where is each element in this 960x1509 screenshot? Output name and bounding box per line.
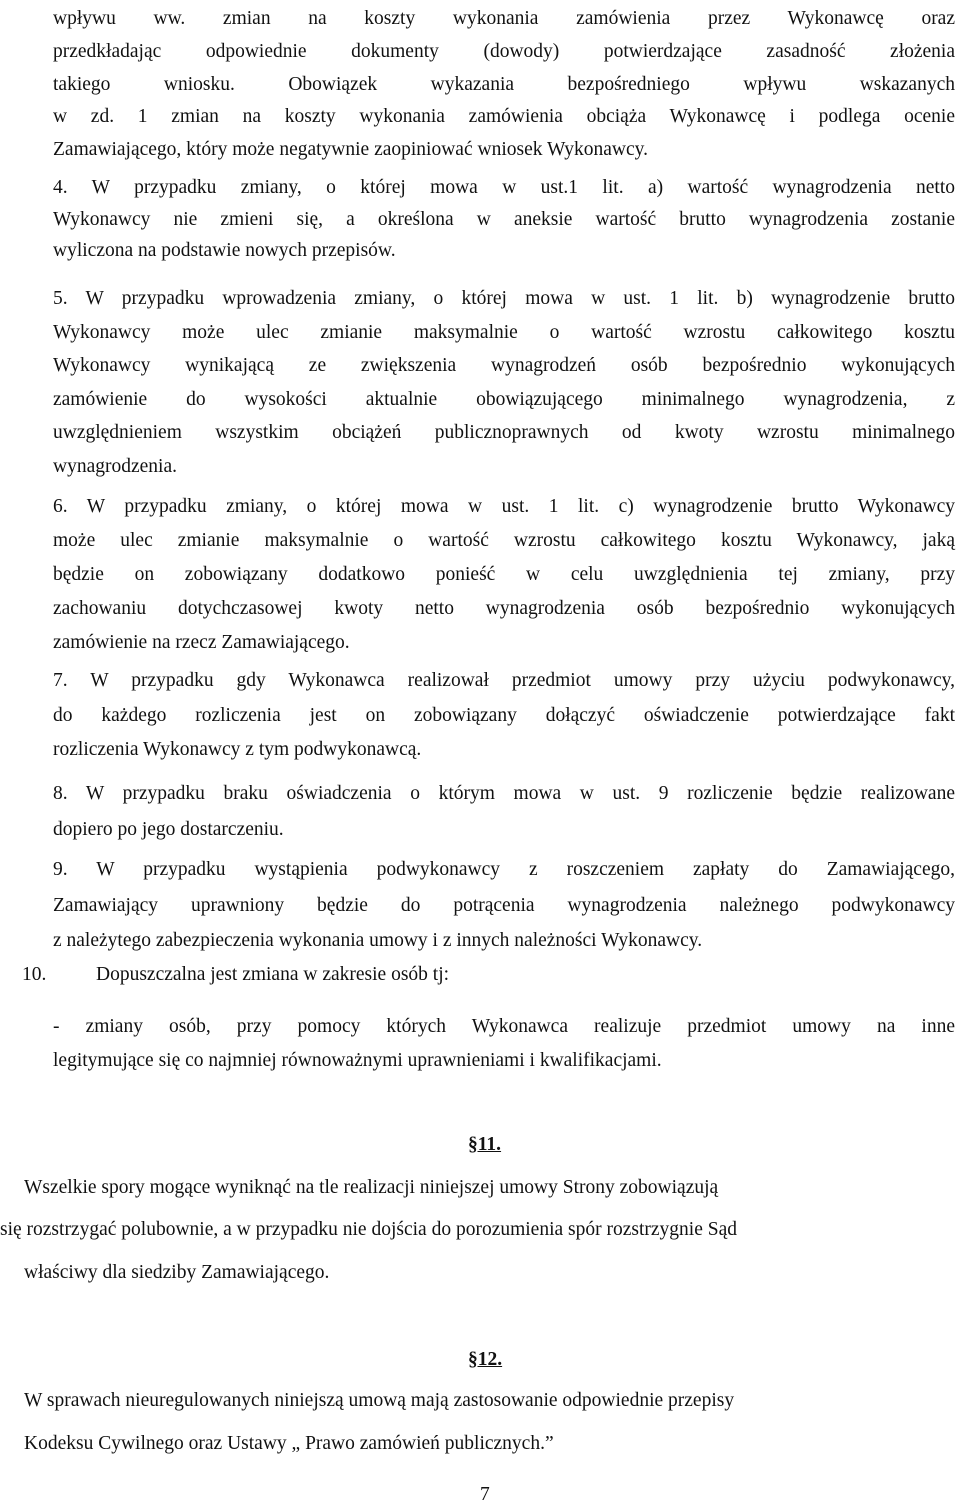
intro-line: takiego wniosku. Obowiązek wykazania bezpośredniego wpływu wskazanych <box>53 73 955 95</box>
list-item-4 <box>53 172 955 267</box>
item-line: z należytego zabezpieczenia wykonania umowy i z innych należności Wykonawcy. <box>53 930 703 951</box>
item-line: 6. W przypadku zmiany, o której mowa w ust. 1 lit. c) wynagrodzenie brutto Wykonawcy <box>53 496 955 517</box>
list-item-10-heading: Dopuszczalna jest zmiana w zakresie osób tj: <box>96 964 450 985</box>
item-line: Wykonawcy nie zmieni się, a określona w aneksie wartość brutto wynagrodzenia zostanie <box>53 208 955 230</box>
section-11-title: §11. <box>468 1134 502 1155</box>
list-item-5 <box>53 282 955 484</box>
item-line: 4. W przypadku zmiany, o której mowa w ust.1 lit. a) wartość wynagrodzenia netto <box>53 177 955 198</box>
section-11-line: się rozstrzygać polubownie, a w przypadku nie dojścia do porozumienia spór rozstrzygnie Sąd <box>0 1219 737 1240</box>
item-line: Zamawiający uprawniony będzie do potrącenia wynagrodzenia należnego podwykonawcy <box>53 894 955 916</box>
item-line: zachowaniu dotychczasowej kwoty netto wynagrodzenia osób bezpośrednio wykonujących <box>53 598 955 619</box>
item-line: rozliczenia Wykonawcy z tym podwykonawcą. <box>53 739 422 760</box>
item-line: będzie on zobowiązany dodatkowo ponieść w celu uwzględnienia tej zmiany, przy <box>53 564 955 585</box>
item-line: legitymujące się co najmniej równoważnymi uprawnieniami i kwalifikacjami. <box>53 1050 662 1071</box>
item-line: 5. W przypadku wprowadzenia zmiany, o której mowa w ust. 1 lit. b) wynagrodzenie brutto <box>53 288 955 309</box>
item-line: wyliczona na podstawie nowych przepisów. <box>53 240 396 261</box>
section-12-title: §12. <box>468 1349 503 1370</box>
item-line: Wykonawcy może ulec zmianie maksymalnie o wartość wzrostu całkowitego kosztu <box>53 321 955 343</box>
item-line: do każdego rozliczenia jest on zobowiązany dołączyć oświadczenie potwierdzające fakt <box>53 704 955 726</box>
section-12-line: Kodeksu Cywilnego oraz Ustawy „ Prawo zamówień publicznych.” <box>24 1433 554 1454</box>
item-line: Wykonawcy wynikającą ze zwiększenia wynagrodzeń osób bezpośrednio wykonujących <box>53 355 955 377</box>
item-line: 8. W przypadku braku oświadczenia o którym mowa w ust. 9 rozliczenie będzie realizowane <box>53 783 955 804</box>
list-item-7 <box>53 664 955 768</box>
list-item-10-number: 10. <box>22 964 47 985</box>
intro-paragraph <box>53 3 955 167</box>
section-11-line: właściwy dla siedziby Zamawiającego. <box>24 1262 330 1283</box>
intro-line: wpływu ww. zmian na koszty wykonania zamówienia przez Wykonawcę oraz <box>53 8 955 29</box>
item-line: zamówienie do wysokości aktualnie obowiązującego minimalnego wynagrodzenia, z <box>53 388 955 410</box>
intro-line: przedkładając odpowiednie dokumenty (dowody) potwierdzające zasadność złożenia <box>53 40 955 62</box>
list-item-8 <box>53 776 955 848</box>
item-line: zamówienie na rzecz Zamawiającego. <box>53 632 350 653</box>
list-item-10-body <box>53 1010 955 1078</box>
list-item-6 <box>53 490 955 660</box>
item-line: dopiero po jego dostarczeniu. <box>53 819 284 840</box>
item-line: może ulec zmianie maksymalnie o wartość wzrostu całkowitego kosztu Wykonawcy, jaką <box>53 530 955 551</box>
item-line: 7. W przypadku gdy Wykonawca realizował przedmiot umowy przy użyciu podwykonawcy, <box>53 670 955 691</box>
section-11-line: Wszelkie spory mogące wyniknąć na tle realizacji niniejszej umowy Strony zobowiązują <box>24 1177 719 1198</box>
intro-line: w zd. 1 zmian na koszty wykonania zamówienia obciąża Wykonawcę i podlega ocenie <box>53 106 955 128</box>
page-number: 7 <box>480 1484 490 1505</box>
item-line: wynagrodzenia. <box>53 455 177 477</box>
list-item-9 <box>53 852 955 959</box>
section-12-line: W sprawach nieuregulowanych niniejszą umową mają zastosowanie odpowiednie przepisy <box>24 1390 735 1411</box>
item-line: - zmiany osób, przy pomocy których Wykonawca realizuje przedmiot umowy na inne <box>53 1016 955 1037</box>
item-line: 9. W przypadku wystąpienia podwykonawcy z roszczeniem zapłaty do Zamawiającego, <box>53 859 955 880</box>
item-line: uwzględnieniem wszystkim obciążeń publicznoprawnych od kwoty wzrostu minimalnego <box>53 422 955 444</box>
intro-line: Zamawiającego, który może negatywnie zaopiniować wniosek Wykonawcy. <box>53 139 648 161</box>
